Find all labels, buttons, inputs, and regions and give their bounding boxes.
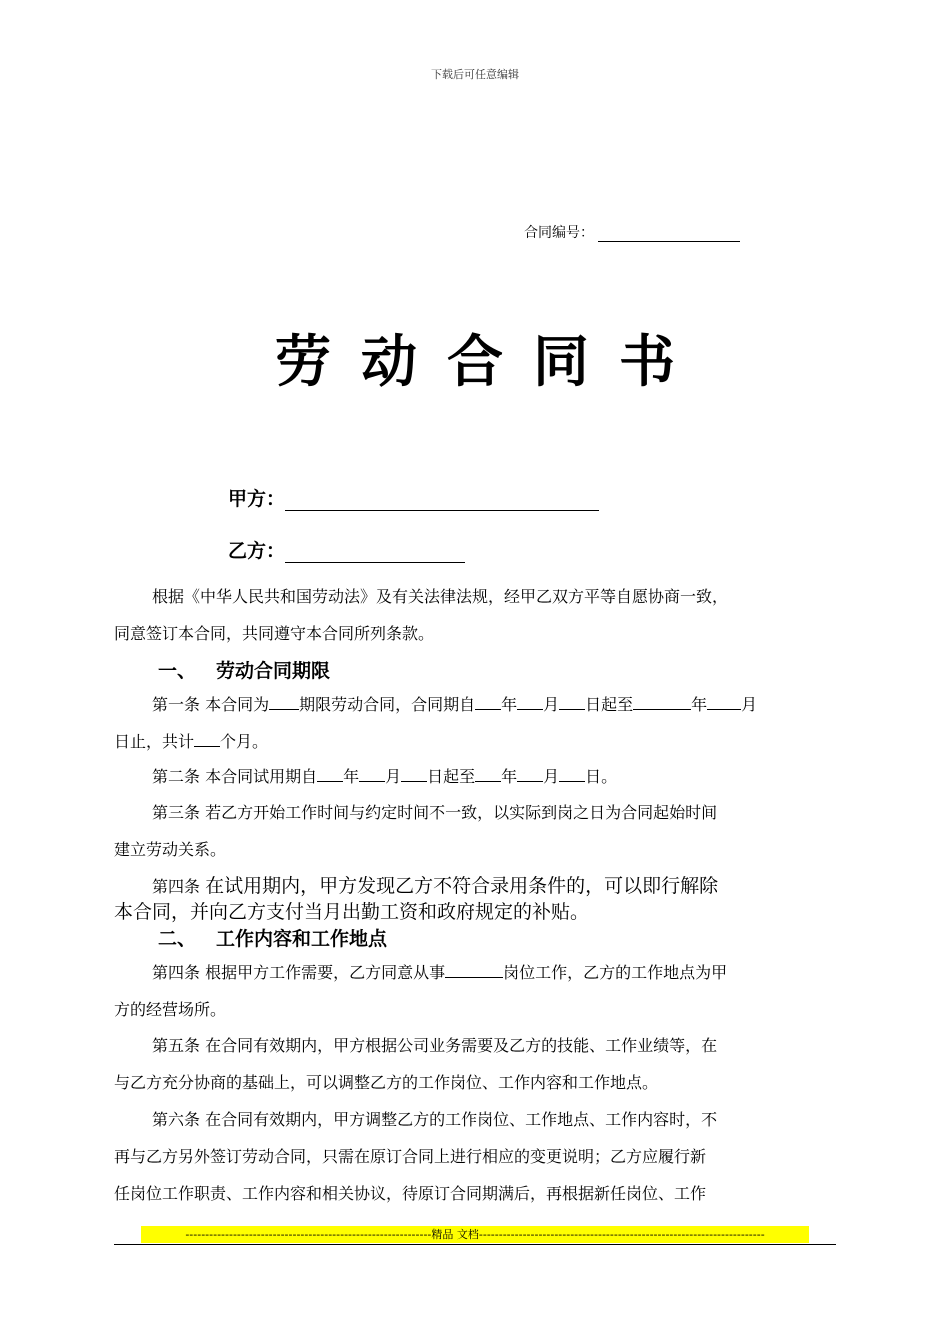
article-6-line-2: 再与乙方另外签订劳动合同，只需在原订合同上进行相应的变更说明；乙方应履行新 bbox=[114, 1147, 707, 1166]
blank bbox=[269, 693, 299, 710]
section-1-heading bbox=[158, 656, 330, 683]
text: 第一条 本合同为 bbox=[152, 695, 270, 714]
blank bbox=[359, 765, 385, 782]
blank bbox=[401, 765, 427, 782]
article-1-line-1 bbox=[152, 686, 757, 723]
text: 第二条 本合同试用期自 bbox=[152, 767, 318, 786]
party-a-label: 甲方： bbox=[228, 488, 286, 510]
text: 年 bbox=[343, 767, 360, 786]
header-note: 下载后可任意编辑 bbox=[431, 68, 519, 81]
section-2-heading bbox=[158, 924, 387, 951]
text: 日。 bbox=[585, 767, 618, 786]
article-5-line-1: 第五条 在合同有效期内，甲方根据公司业务需要及乙方的技能、工作业绩等，在 bbox=[152, 1036, 718, 1055]
blank bbox=[475, 765, 501, 782]
text: 年 bbox=[501, 767, 518, 786]
blank bbox=[633, 693, 691, 710]
party-a bbox=[228, 484, 599, 511]
article-6-line-3: 任岗位工作职责、工作内容和相关协议，待原订合同期满后，再根据新任岗位、工作 bbox=[114, 1184, 707, 1203]
contract-number bbox=[524, 222, 740, 242]
text: 岗位工作，乙方的工作地点为甲 bbox=[503, 963, 728, 982]
section-2-title: 工作内容和工作地点 bbox=[216, 928, 388, 950]
section-2-number: 二、 bbox=[158, 928, 197, 950]
intro-line-1: 根据《中华人民共和国劳动法》及有关法律法规，经甲乙双方平等自愿协商一致， bbox=[152, 587, 729, 606]
blank bbox=[445, 961, 503, 978]
article-4a-line-1 bbox=[152, 872, 718, 901]
article-3-line-1: 第三条 若乙方开始工作时间与约定时间不一致，以实际到岗之日为合同起始时间 bbox=[152, 803, 718, 822]
intro-line-2: 同意签订本合同，共同遵守本合同所列条款。 bbox=[114, 624, 435, 643]
party-b-label: 乙方： bbox=[228, 540, 286, 562]
blank bbox=[475, 693, 501, 710]
blank bbox=[559, 765, 585, 782]
blank bbox=[707, 693, 741, 710]
text: 年 bbox=[691, 695, 708, 714]
article-4b-line-1 bbox=[152, 954, 727, 991]
text: 日起至 bbox=[427, 767, 476, 786]
article-4b-line-2: 方的经营场所。 bbox=[114, 1000, 227, 1019]
contract-number-blank bbox=[598, 227, 740, 242]
party-b bbox=[228, 536, 465, 563]
text: 月 bbox=[385, 767, 402, 786]
text: 月 bbox=[543, 695, 560, 714]
text: 日止，共计 bbox=[114, 732, 195, 751]
section-1-title: 劳动合同期限 bbox=[216, 660, 331, 682]
party-b-blank bbox=[285, 544, 465, 563]
footer-highlight-bar: --------------------------------------------------------------精品 文档------------------------------------------------------------------------ bbox=[141, 1226, 809, 1243]
document-title: 劳动合同书 bbox=[275, 330, 705, 395]
footer-rule bbox=[114, 1244, 836, 1245]
article-6-line-1: 第六条 在合同有效期内，甲方调整乙方的工作岗位、工作地点、工作内容时，不 bbox=[152, 1110, 718, 1129]
article-4a-line-2: 本合同，并向乙方支付当月出勤工资和政府规定的补贴。 bbox=[114, 901, 590, 923]
section-1-number: 一、 bbox=[158, 660, 197, 682]
text: 期限劳动合同，合同期自 bbox=[299, 695, 476, 714]
blank bbox=[517, 765, 543, 782]
text: 月 bbox=[543, 767, 560, 786]
blank bbox=[517, 693, 543, 710]
contract-number-label: 合同编号： bbox=[524, 225, 594, 241]
text: 第四条 根据甲方工作需要，乙方同意从事 bbox=[152, 963, 446, 982]
blank bbox=[317, 765, 343, 782]
article-5-line-2: 与乙方充分协商的基础上，可以调整乙方的工作岗位、工作内容和工作地点。 bbox=[114, 1073, 659, 1092]
article-3-line-2: 建立劳动关系。 bbox=[114, 840, 227, 859]
article-4a-label: 第四条 bbox=[152, 877, 206, 896]
blank bbox=[559, 693, 585, 710]
text: 年 bbox=[501, 695, 518, 714]
text: 个月。 bbox=[220, 732, 269, 751]
text: 月 bbox=[741, 695, 758, 714]
blank bbox=[194, 730, 220, 747]
article-1-line-2 bbox=[114, 723, 268, 760]
party-a-blank bbox=[285, 492, 599, 511]
text: 在试用期内，甲方发现乙方不符合录用条件的，可以即行解除 bbox=[205, 875, 719, 897]
article-2 bbox=[152, 758, 617, 795]
text: 日起至 bbox=[585, 695, 634, 714]
